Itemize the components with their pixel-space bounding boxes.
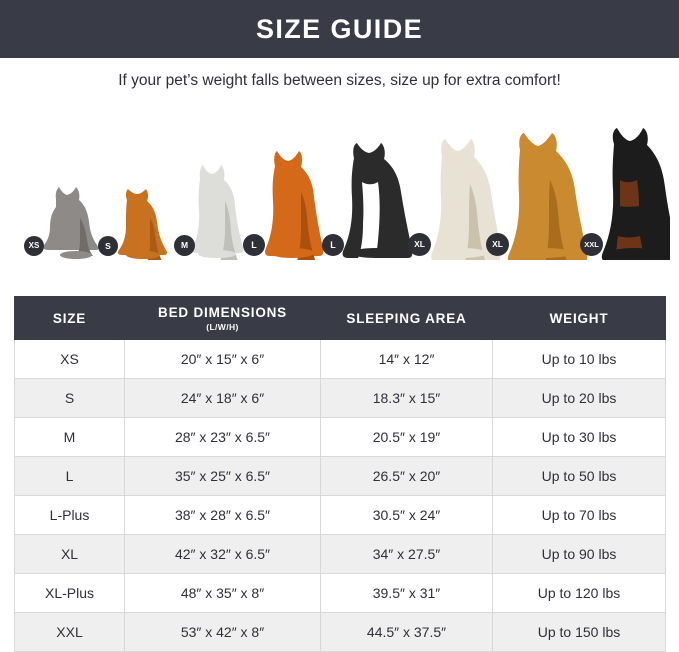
cell-dimensions: 53″ x 42″ x 8″ (125, 613, 321, 652)
cell-dimensions: 42″ x 32″ x 6.5″ (125, 535, 321, 574)
table-row (15, 457, 666, 496)
cell-weight: Up to 50 lbs (493, 457, 666, 496)
badge-l-2: L (322, 234, 344, 256)
cell-sleeping-area: 39.5″ x 31″ (321, 574, 493, 613)
table-body (15, 340, 666, 652)
badge-s: S (98, 236, 118, 256)
table-row (15, 574, 666, 613)
table-row (15, 340, 666, 379)
golden-retriever-silhouette-icon (496, 132, 588, 260)
badge-xxl: XXL (580, 233, 603, 256)
cell-sleeping-area: 20.5″ x 19″ (321, 418, 493, 457)
pet-xs (28, 185, 104, 260)
pet-m (180, 165, 246, 260)
cell-size: XL (15, 535, 125, 574)
table-header-sleeping-area-label: SLEEPING AREA (346, 310, 467, 326)
cell-sleeping-area: 44.5″ x 37.5″ (321, 613, 493, 652)
shiba-inu-silhouette-icon (255, 150, 325, 260)
cell-dimensions: 20″ x 15″ x 6″ (125, 340, 321, 379)
cell-sleeping-area: 26.5″ x 20″ (321, 457, 493, 496)
table-header-size (15, 297, 125, 340)
table-row (15, 613, 666, 652)
subtitle-text: If your pet’s weight falls between sizes, size up for extra comfort! (118, 72, 561, 89)
table-header-weight (493, 297, 666, 340)
table-row (15, 535, 666, 574)
table-row (15, 379, 666, 418)
table-header-dimensions (125, 297, 321, 340)
cell-dimensions: 35″ x 25″ x 6.5″ (125, 457, 321, 496)
cell-size: L-Plus (15, 496, 125, 535)
table-header-dimensions-sub: (L/W/H) (206, 321, 239, 332)
pet-l-2 (332, 142, 416, 260)
cell-size: XL-Plus (15, 574, 125, 613)
table-header-dimensions-label: BED DIMENSIONS (158, 304, 287, 320)
border-collie-silhouette-icon (332, 142, 416, 260)
pet-xxl (584, 128, 670, 260)
cell-dimensions: 24″ x 18″ x 6″ (125, 379, 321, 418)
cell-size: M (15, 418, 125, 457)
cell-weight: Up to 150 lbs (493, 613, 666, 652)
cell-size: L (15, 457, 125, 496)
badge-m: M (174, 235, 195, 256)
table-header-weight-label: WEIGHT (549, 310, 609, 326)
cat-silhouette-icon (34, 185, 104, 260)
cell-dimensions: 48″ x 35″ x 8″ (125, 574, 321, 613)
pet-silhouette-row (0, 128, 679, 268)
cell-sleeping-area: 14″ x 12″ (321, 340, 493, 379)
cell-weight: Up to 90 lbs (493, 535, 666, 574)
table-header-sleeping-area (321, 297, 493, 340)
header-bar (0, 0, 679, 58)
page-title: SIZE GUIDE (255, 13, 424, 44)
size-table (14, 296, 666, 652)
pet-s (105, 182, 172, 260)
doberman-silhouette-icon (592, 128, 670, 260)
pet-l-1 (251, 150, 325, 260)
cell-weight: Up to 20 lbs (493, 379, 666, 418)
cell-weight: Up to 70 lbs (493, 496, 666, 535)
table-header-row (15, 297, 666, 340)
cell-sleeping-area: 18.3″ x 15″ (321, 379, 493, 418)
cell-size: S (15, 379, 125, 418)
cell-sleeping-area: 34″ x 27.5″ (321, 535, 493, 574)
table-row (15, 418, 666, 457)
badge-l-1: L (243, 234, 265, 256)
cell-size: XS (15, 340, 125, 379)
table-header-size-label: SIZE (52, 310, 87, 326)
cell-weight: Up to 30 lbs (493, 418, 666, 457)
pomeranian-silhouette-icon (110, 182, 172, 260)
pet-xl-2 (492, 132, 588, 260)
cell-weight: Up to 10 lbs (493, 340, 666, 379)
badge-xs: XS (24, 236, 44, 256)
cell-dimensions: 38″ x 28″ x 6.5″ (125, 496, 321, 535)
badge-xl-1: XL (408, 233, 431, 256)
table-header (15, 297, 666, 340)
cell-dimensions: 28″ x 23″ x 6.5″ (125, 418, 321, 457)
badge-xl-2: XL (486, 233, 509, 256)
table-row (15, 496, 666, 535)
cell-sleeping-area: 30.5″ x 24″ (321, 496, 493, 535)
cell-size: XXL (15, 613, 125, 652)
cell-weight: Up to 120 lbs (493, 574, 666, 613)
